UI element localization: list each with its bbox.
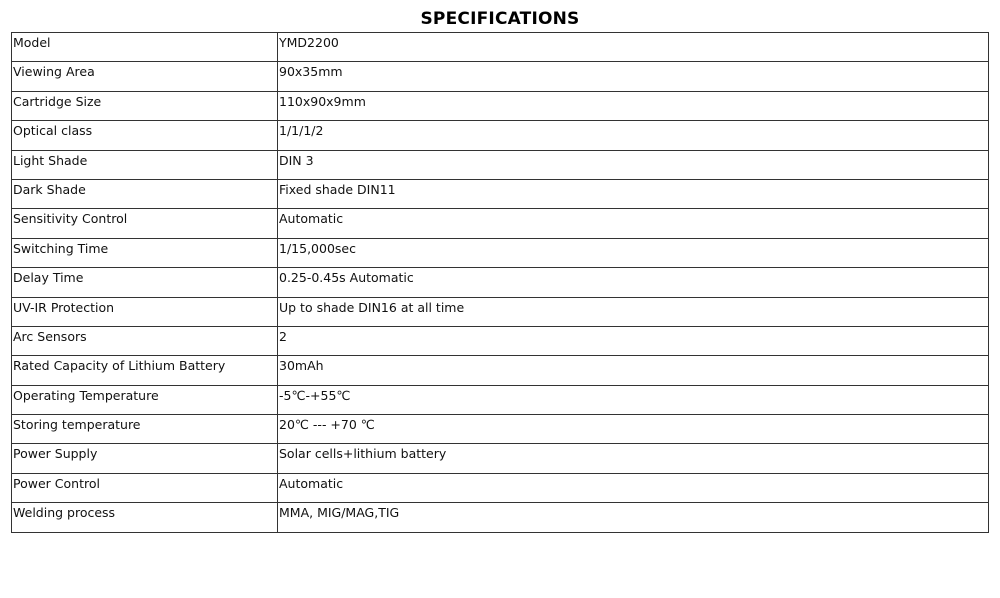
spec-value-power-control: Automatic bbox=[278, 473, 989, 502]
spec-value-power-supply: Solar cells+lithium battery bbox=[278, 444, 989, 473]
spec-value-delay-time: 0.25-0.45s Automatic bbox=[278, 268, 989, 297]
table-row bbox=[12, 121, 989, 150]
table-row bbox=[12, 444, 989, 473]
table-row bbox=[12, 238, 989, 267]
spec-value-switching-time: 1/15,000sec bbox=[278, 238, 989, 267]
table-row bbox=[12, 356, 989, 385]
spec-label-welding-process: Welding process bbox=[12, 503, 278, 532]
spec-label-power-supply: Power Supply bbox=[12, 444, 278, 473]
table-row bbox=[12, 209, 989, 238]
table-row bbox=[12, 385, 989, 414]
table-row bbox=[12, 150, 989, 179]
table-row bbox=[12, 62, 989, 91]
spec-value-optical-class: 1/1/1/2 bbox=[278, 121, 989, 150]
spec-label-light-shade: Light Shade bbox=[12, 150, 278, 179]
spec-value-light-shade: DIN 3 bbox=[278, 150, 989, 179]
spec-label-sensitivity-control: Sensitivity Control bbox=[12, 209, 278, 238]
table-row bbox=[12, 179, 989, 208]
spec-label-operating-temperature: Operating Temperature bbox=[12, 385, 278, 414]
spec-value-arc-sensors: 2 bbox=[278, 326, 989, 355]
spec-label-cartridge-size: Cartridge Size bbox=[12, 91, 278, 120]
table-row bbox=[12, 473, 989, 502]
spec-label-storing-temperature: Storing temperature bbox=[12, 415, 278, 444]
spec-value-dark-shade: Fixed shade DIN11 bbox=[278, 179, 989, 208]
table-row bbox=[12, 268, 989, 297]
table-row bbox=[12, 91, 989, 120]
specifications-table bbox=[11, 32, 989, 533]
spec-value-battery-capacity: 30mAh bbox=[278, 356, 989, 385]
spec-value-sensitivity-control: Automatic bbox=[278, 209, 989, 238]
spec-value-storing-temperature: 20℃ --- +70 ℃ bbox=[278, 415, 989, 444]
spec-label-optical-class: Optical class bbox=[12, 121, 278, 150]
spec-value-viewing-area: 90x35mm bbox=[278, 62, 989, 91]
table-row bbox=[12, 503, 989, 532]
table-row bbox=[12, 297, 989, 326]
table-row bbox=[12, 415, 989, 444]
table-row bbox=[12, 326, 989, 355]
spec-label-switching-time: Switching Time bbox=[12, 238, 278, 267]
spec-value-operating-temperature: -5℃-+55℃ bbox=[278, 385, 989, 414]
spec-label-dark-shade: Dark Shade bbox=[12, 179, 278, 208]
spec-label-battery-capacity: Rated Capacity of Lithium Battery bbox=[12, 356, 278, 385]
table-row bbox=[12, 33, 989, 62]
spec-label-power-control: Power Control bbox=[12, 473, 278, 502]
spec-label-viewing-area: Viewing Area bbox=[12, 62, 278, 91]
spec-label-uv-ir-protection: UV-IR Protection bbox=[12, 297, 278, 326]
spec-value-welding-process: MMA, MIG/MAG,TIG bbox=[278, 503, 989, 532]
spec-value-model: YMD2200 bbox=[278, 33, 989, 62]
spec-value-uv-ir-protection: Up to shade DIN16 at all time bbox=[278, 297, 989, 326]
page-title: SPECIFICATIONS bbox=[420, 9, 580, 29]
spec-value-cartridge-size: 110x90x9mm bbox=[278, 91, 989, 120]
spec-label-model: Model bbox=[12, 33, 278, 62]
spec-label-delay-time: Delay Time bbox=[12, 268, 278, 297]
spec-label-arc-sensors: Arc Sensors bbox=[12, 326, 278, 355]
